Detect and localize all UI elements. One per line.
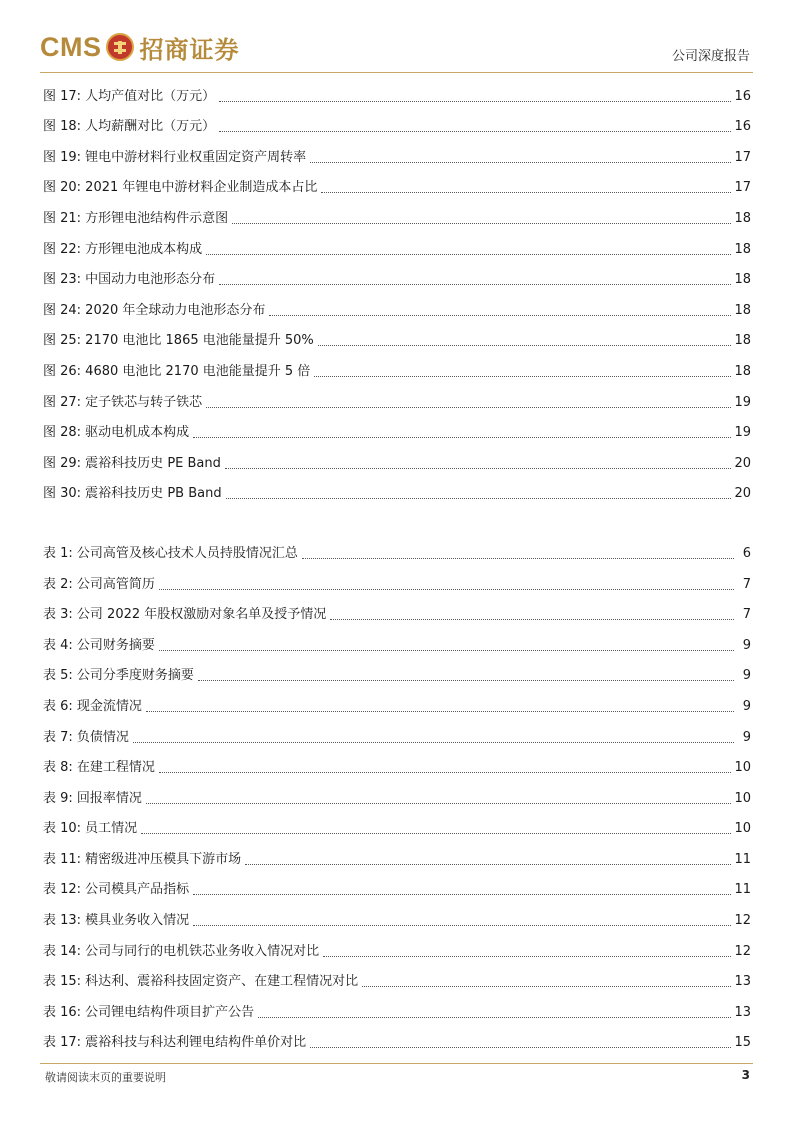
toc-label: 图 29: 震裕科技历史 PE Band bbox=[43, 456, 221, 471]
toc-page: 17 bbox=[734, 150, 751, 165]
toc-label: 表 12: 公司模具产品指标 bbox=[43, 882, 190, 897]
toc-row-table-12 bbox=[43, 879, 751, 899]
toc-page: 7 bbox=[742, 607, 751, 622]
toc-page: 15 bbox=[734, 1035, 751, 1050]
toc-label: 表 11: 精密级进冲压模具下游市场 bbox=[43, 852, 242, 867]
toc-leader bbox=[330, 607, 734, 620]
toc-leader bbox=[198, 668, 734, 681]
toc-label: 表 10: 员工情况 bbox=[43, 821, 138, 836]
toc-label: 表 8: 在建工程情况 bbox=[43, 760, 155, 775]
toc-page: 16 bbox=[734, 89, 751, 104]
toc-row-table-4 bbox=[43, 635, 751, 655]
logo-text-cn: 招商证券 bbox=[139, 34, 240, 64]
toc-row-table-10 bbox=[43, 818, 751, 838]
toc-page: 10 bbox=[734, 760, 751, 775]
toc-leader bbox=[318, 333, 732, 346]
toc-label: 图 28: 驱动电机成本构成 bbox=[43, 425, 190, 440]
toc-row-figure-27 bbox=[43, 392, 751, 412]
toc-leader bbox=[146, 699, 734, 712]
toc-label: 表 14: 公司与同行的电机铁芯业务收入情况对比 bbox=[43, 944, 320, 959]
toc-leader bbox=[226, 486, 732, 499]
toc-row-table-3 bbox=[43, 604, 751, 624]
toc-label: 表 1: 公司高管及核心技术人员持股情况汇总 bbox=[43, 546, 298, 561]
toc-label: 表 16: 公司锂电结构件项目扩产公告 bbox=[43, 1005, 255, 1020]
toc-page: 9 bbox=[742, 730, 751, 745]
toc-row-figure-26 bbox=[43, 361, 751, 381]
toc-leader bbox=[314, 364, 731, 377]
toc-row-table-13 bbox=[43, 910, 751, 930]
toc-leader bbox=[133, 730, 734, 743]
toc-label: 图 30: 震裕科技历史 PB Band bbox=[43, 486, 222, 501]
toc-row-figure-25 bbox=[43, 330, 751, 350]
toc-label: 图 24: 2020 年全球动力电池形态分布 bbox=[43, 303, 266, 318]
toc-row-figure-24 bbox=[43, 300, 751, 320]
logo-text-en: CMS bbox=[40, 31, 102, 62]
toc-page: 6 bbox=[742, 546, 751, 561]
toc-leader bbox=[219, 89, 731, 102]
toc-label: 表 7: 负债情况 bbox=[43, 730, 129, 745]
toc-page: 19 bbox=[734, 425, 751, 440]
toc-label: 表 13: 模具业务收入情况 bbox=[43, 913, 190, 928]
header-divider bbox=[40, 72, 753, 73]
toc-label: 表 9: 回报率情况 bbox=[43, 791, 142, 806]
toc-label: 图 27: 定子铁芯与转子铁芯 bbox=[43, 395, 203, 410]
toc-label: 表 3: 公司 2022 年股权激励对象名单及授予情况 bbox=[43, 607, 327, 622]
toc-leader bbox=[159, 760, 732, 773]
toc-label: 表 4: 公司财务摘要 bbox=[43, 638, 155, 653]
toc-leader bbox=[219, 119, 731, 132]
toc-row-table-17 bbox=[43, 1032, 751, 1052]
toc-leader bbox=[310, 1035, 731, 1048]
toc-leader bbox=[159, 638, 734, 651]
toc-leader bbox=[321, 180, 731, 193]
toc-row-figure-23 bbox=[43, 269, 751, 289]
toc-page: 10 bbox=[734, 791, 751, 806]
toc-leader bbox=[362, 974, 731, 987]
toc-row-table-1 bbox=[43, 543, 751, 563]
toc-leader bbox=[159, 577, 734, 590]
toc-leader bbox=[206, 395, 731, 408]
toc-label: 图 17: 人均产值对比（万元） bbox=[43, 89, 216, 104]
footer-divider bbox=[40, 1063, 753, 1064]
toc-row-figure-20 bbox=[43, 177, 751, 197]
toc-row-table-15 bbox=[43, 971, 751, 991]
toc-leader bbox=[245, 852, 731, 865]
toc-leader bbox=[258, 1005, 731, 1018]
toc-page: 20 bbox=[734, 486, 751, 501]
toc-row-table-5 bbox=[43, 665, 751, 685]
toc-row-figure-30 bbox=[43, 483, 751, 503]
toc-page: 9 bbox=[742, 638, 751, 653]
toc-leader bbox=[141, 821, 731, 834]
cms-logo bbox=[40, 30, 240, 64]
toc-page: 16 bbox=[734, 119, 751, 134]
toc-row-figure-21 bbox=[43, 208, 751, 228]
toc-row-figure-18 bbox=[43, 116, 751, 136]
toc-leader bbox=[193, 913, 731, 926]
toc-page: 9 bbox=[742, 668, 751, 683]
toc-leader bbox=[219, 272, 731, 285]
toc-page: 18 bbox=[734, 242, 751, 257]
toc-label: 图 25: 2170 电池比 1865 电池能量提升 50% bbox=[43, 333, 314, 348]
toc-row-figure-29 bbox=[43, 453, 751, 473]
toc-label: 图 26: 4680 电池比 2170 电池能量提升 5 倍 bbox=[43, 364, 311, 379]
toc-page: 13 bbox=[734, 1005, 751, 1020]
toc-page: 11 bbox=[734, 852, 751, 867]
toc-leader bbox=[193, 882, 731, 895]
toc-label: 图 18: 人均薪酬对比（万元） bbox=[43, 119, 216, 134]
toc-row-table-16 bbox=[43, 1002, 751, 1022]
toc-leader bbox=[146, 791, 732, 804]
logo-seal-icon bbox=[106, 33, 134, 61]
toc-leader bbox=[310, 150, 731, 163]
toc-page: 7 bbox=[742, 577, 751, 592]
toc-leader bbox=[269, 303, 731, 316]
toc-page: 18 bbox=[734, 303, 751, 318]
toc-leader bbox=[232, 211, 731, 224]
toc-page: 11 bbox=[734, 882, 751, 897]
toc-page: 12 bbox=[734, 944, 751, 959]
toc-row-table-6 bbox=[43, 696, 751, 716]
toc-page: 20 bbox=[734, 456, 751, 471]
toc-row-table-14 bbox=[43, 941, 751, 961]
toc-label: 图 20: 2021 年锂电中游材料企业制造成本占比 bbox=[43, 180, 318, 195]
toc-leader bbox=[193, 425, 731, 438]
toc-label: 表 5: 公司分季度财务摘要 bbox=[43, 668, 194, 683]
toc-leader bbox=[323, 944, 731, 957]
page-header bbox=[0, 0, 793, 75]
toc-label: 表 2: 公司高管简历 bbox=[43, 577, 155, 592]
toc-label: 表 6: 现金流情况 bbox=[43, 699, 142, 714]
toc-row-figure-19 bbox=[43, 147, 751, 167]
toc-row-table-2 bbox=[43, 574, 751, 594]
toc-row-figure-28 bbox=[43, 422, 751, 442]
toc-row-table-7 bbox=[43, 727, 751, 747]
toc-page: 10 bbox=[734, 821, 751, 836]
toc-row-table-8 bbox=[43, 757, 751, 777]
toc-label: 表 15: 科达利、震裕科技固定资产、在建工程情况对比 bbox=[43, 974, 359, 989]
toc-page: 18 bbox=[734, 333, 751, 348]
toc-page: 17 bbox=[734, 180, 751, 195]
toc-label: 表 17: 震裕科技与科达利锂电结构件单价对比 bbox=[43, 1035, 307, 1050]
toc-page: 18 bbox=[734, 364, 751, 379]
toc-row-figure-17 bbox=[43, 86, 751, 106]
toc-leader bbox=[206, 242, 731, 255]
toc-page: 18 bbox=[734, 272, 751, 287]
toc-label: 图 23: 中国动力电池形态分布 bbox=[43, 272, 216, 287]
footer-disclaimer: 敬请阅读末页的重要说明 bbox=[45, 1071, 166, 1084]
report-type: 公司深度报告 bbox=[671, 49, 750, 64]
toc-page: 12 bbox=[734, 913, 751, 928]
toc-label: 图 19: 锂电中游材料行业权重固定资产周转率 bbox=[43, 150, 307, 165]
toc-row-figure-22 bbox=[43, 239, 751, 259]
toc-page: 19 bbox=[734, 395, 751, 410]
toc-label: 图 21: 方形锂电池结构件示意图 bbox=[43, 211, 229, 226]
toc-page: 18 bbox=[734, 211, 751, 226]
toc-leader bbox=[302, 546, 734, 559]
toc-label: 图 22: 方形锂电池成本构成 bbox=[43, 242, 203, 257]
toc-row-table-11 bbox=[43, 849, 751, 869]
page-number: 3 bbox=[741, 1068, 750, 1082]
toc-leader bbox=[225, 456, 732, 469]
toc-page: 13 bbox=[734, 974, 751, 989]
toc-row-table-9 bbox=[43, 788, 751, 808]
toc-page: 9 bbox=[742, 699, 751, 714]
